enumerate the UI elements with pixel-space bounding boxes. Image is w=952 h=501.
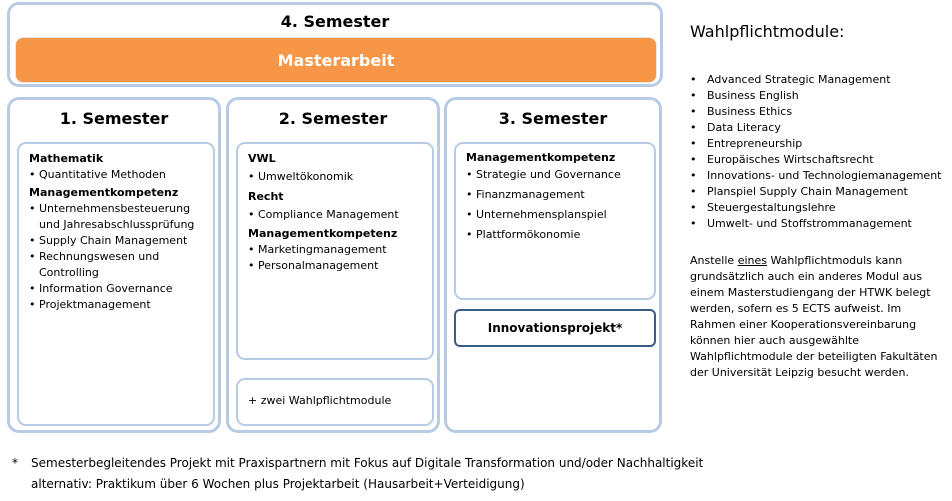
footnote-marker: *: [12, 456, 18, 470]
note-text-post: Wahlpflichtmoduls kann grundsätzlich auch ein anderes Modul aus einem Masterstudiengang der HTWK belegt werden, sofern es 5 ECTS aufweist. Im Rahmen einer Kooperationsvereinbarung können hier auch ausgewählte Wahlpflichtmodule der beteiligten Fakultäten der Universität Leipzig besucht werden.: [690, 254, 938, 379]
semester-3-title: 3. Semester: [498, 109, 608, 128]
semester-4-box: [7, 2, 663, 87]
wahlpflicht-note: [690, 253, 948, 381]
footnote-line-1: [12, 456, 703, 470]
electives-label: + zwei Wahlpflichtmodule: [248, 394, 392, 407]
module-item: • Unternehmensbesteuerung und Jahresabschlussprüfung: [29, 201, 211, 233]
semester-1-content: [29, 151, 211, 313]
module-item: • Information Governance: [29, 281, 211, 297]
elective-item: • Advanced Strategic Management: [690, 72, 941, 88]
semester-2-box: [226, 97, 440, 433]
elective-item: • Data Literacy: [690, 120, 941, 136]
module-item: • Compliance Management: [248, 207, 430, 223]
semester-1-title: 1. Semester: [59, 109, 169, 128]
elective-item: • Europäisches Wirtschaftsrecht: [690, 152, 941, 168]
masterarbeit-bar: Masterarbeit: [15, 37, 657, 83]
elective-item: • Steuergestaltungslehre: [690, 200, 941, 216]
semester-3-box: [444, 97, 662, 433]
module-item: • Plattformökonomie: [466, 225, 652, 245]
wahlpflicht-list: [690, 72, 941, 232]
semester-2-modules: [236, 142, 434, 360]
footnote-text-2: alternativ: Praktikum über 6 Wochen plus Projektarbeit (Hausarbeit+Verteidigung): [31, 477, 525, 491]
semester-2-title: 2. Semester: [278, 109, 388, 128]
module-item: • Marketingmanagement: [248, 242, 430, 258]
note-text-pre: Anstelle: [690, 254, 738, 267]
elective-item: • Planspiel Supply Chain Management: [690, 184, 941, 200]
elective-item: • Innovations- und Technologiemanagement: [690, 168, 941, 184]
footnote-text-1: Semesterbegleitendes Projekt mit Praxispartnern mit Fokus auf Digitale Transformation und/oder Nachhaltigkeit: [31, 456, 704, 470]
module-item: • Umweltökonomik: [248, 169, 430, 185]
group-heading: Managementkompetenz: [466, 151, 616, 164]
group-heading: Recht: [248, 190, 284, 203]
group-heading: Managementkompetenz: [29, 186, 179, 199]
elective-item: • Entrepreneurship: [690, 136, 941, 152]
semester-4-title: 4. Semester: [280, 12, 390, 31]
module-item: • Unternehmensplanspiel: [466, 205, 652, 225]
module-item: • Projektmanagement: [29, 297, 211, 313]
elective-item: • Umwelt- und Stoffstrommanagement: [690, 216, 941, 232]
module-item: • Personalmanagement: [248, 258, 430, 274]
group-heading: Mathematik: [29, 152, 104, 165]
semester-2-content: [248, 151, 430, 274]
elective-item: • Business English: [690, 88, 941, 104]
module-item: • Rechnungswesen und Controlling: [29, 249, 211, 281]
module-item: • Strategie und Governance: [466, 165, 652, 185]
footnote-line-2: [31, 477, 525, 491]
module-item: • Finanzmanagement: [466, 185, 652, 205]
group-heading: Managementkompetenz: [248, 227, 398, 240]
semester-3-content: [466, 151, 652, 245]
elective-item: • Business Ethics: [690, 104, 941, 120]
module-item: • Supply Chain Management: [29, 233, 211, 249]
semester-1-modules: [17, 142, 215, 426]
module-item: • Quantitative Methoden: [29, 167, 211, 183]
wahlpflicht-title: Wahlpflichtmodule:: [690, 22, 845, 41]
electives-box: [236, 378, 434, 426]
note-text-underlined: eines: [737, 254, 767, 267]
semester-1-box: [7, 97, 221, 433]
innovationsprojekt-box: Innovationsprojekt*: [454, 309, 656, 347]
semester-3-modules: [454, 142, 656, 300]
group-heading: VWL: [248, 152, 276, 165]
